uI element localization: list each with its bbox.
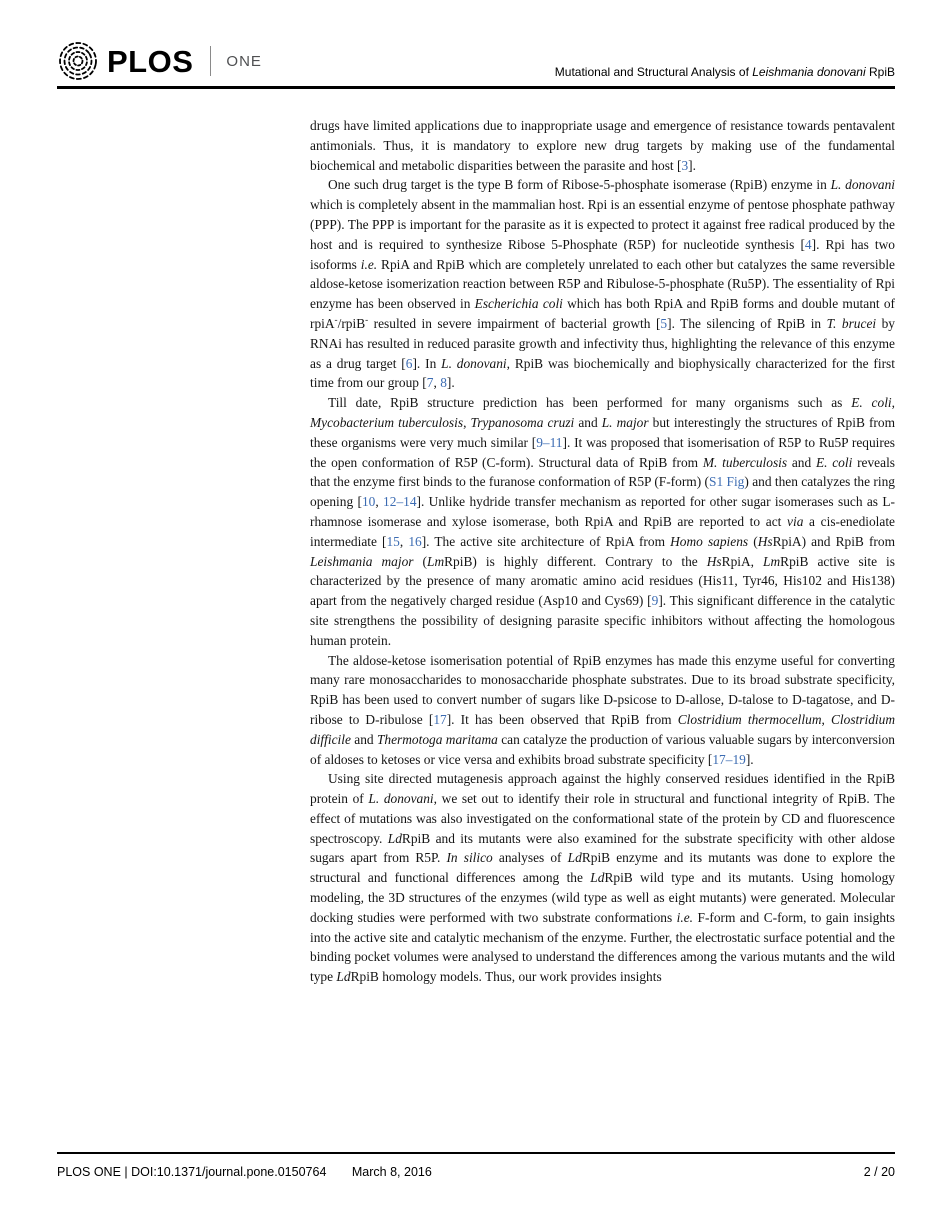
italic-text: Escherichia coli: [474, 296, 563, 312]
citation-link[interactable]: 17: [433, 711, 447, 727]
italic-text: E. coli: [851, 395, 892, 411]
citation-link[interactable]: 3: [681, 157, 689, 173]
plos-logo-text: PLOS: [107, 43, 194, 79]
italic-text: Homo sapiens: [670, 533, 749, 549]
citation-link[interactable]: 5: [660, 315, 668, 331]
text-run: ,: [433, 375, 441, 391]
citation-link[interactable]: 8: [440, 375, 447, 391]
italic-text: Ld: [336, 969, 351, 985]
italic-text: Leishmania donovani: [752, 65, 866, 79]
italic-text: In silico: [446, 850, 493, 866]
header: [57, 38, 895, 82]
italic-text: L. donovani: [830, 177, 895, 193]
italic-text: i.e.: [676, 909, 694, 925]
text-run: RpiB active site is characterized by the presence of many aromatic amino acid residues (His11, Tyr46, His102 and His138) apart from the negatively charged residue (Asp10 and Cys69) [: [310, 553, 895, 609]
text-run: ,: [399, 533, 409, 549]
text-run: ]. In: [412, 355, 442, 371]
citation-link[interactable]: 17–19: [712, 751, 746, 767]
text-run: ]. Unlike hydride transfer mechanism as reported for other sugar isomerases such as L-rhamnose isomerase and xylose isomerase, both RpiA and RpiB are reported to act: [310, 494, 896, 529]
italic-text: E. coli: [815, 454, 853, 470]
text-run: ,: [891, 395, 895, 411]
italic-text: Leishmania major: [310, 553, 414, 569]
citation-link[interactable]: S1 Fig: [709, 474, 745, 490]
text-run: F-form and C-form, to gain insights into the active site and catalytic mechanism of the enzyme. Further, the electrostatic surface potential and the binding pocket volumes were analysed to understand the differences among the various mutants and the wild type: [310, 909, 895, 985]
text-run: and: [787, 454, 816, 470]
citation-link[interactable]: 9–11: [536, 434, 563, 450]
citation-link[interactable]: 15: [386, 533, 400, 549]
text-run: and: [350, 731, 377, 747]
text-run: (: [413, 553, 427, 569]
footer-date: March 8, 2016: [351, 1165, 432, 1179]
plos-logo-icon: [57, 40, 99, 82]
italic-text: L. major: [601, 414, 649, 430]
text-run: analyses of: [492, 850, 568, 866]
italic-text: Thermotoga maritama: [376, 731, 498, 747]
italic-text: Mycobacterium tuberculosis: [310, 414, 464, 430]
text-run: ) and then catalyzes the ring opening [: [310, 474, 895, 510]
italic-text: Trypanosoma cruzi: [470, 414, 575, 430]
text-run: -: [334, 314, 338, 325]
text-run: One such drug target is the type B form of Ribose-5-phosphate isomerase (RpiB) enzyme in: [328, 177, 831, 193]
italic-text: i.e.: [360, 256, 378, 272]
italic-text: L. donovani: [441, 355, 507, 371]
text-run: The aldose-ketose isomerisation potential of RpiB enzymes has made this enzyme useful for converting many rare monosaccharides to monosaccharide phosphate substrates. Due to its broad substrate specificity, RpiB has been used to convert number of sugars like D-psicose to D-allose, D-talose to D-tagatose, and D-ribose to D-ribulose [: [310, 652, 895, 727]
footer: [57, 1165, 895, 1179]
paragraph: [310, 393, 895, 650]
header-rule: [57, 86, 895, 89]
italic-text: Hs: [757, 533, 773, 549]
citation-link[interactable]: 6: [405, 355, 413, 371]
italic-text: via: [787, 513, 804, 529]
text-run: Using site directed mutagenesis approach against the highly conserved residues identified in the RpiB protein of: [310, 771, 895, 807]
text-run: ,: [375, 494, 384, 510]
text-run: (: [748, 533, 758, 549]
plos-logo: [57, 40, 262, 82]
text-run: and: [574, 414, 602, 430]
logo-one-text: ONE: [226, 52, 262, 70]
italic-text: L. donovani: [368, 791, 434, 807]
italic-text: Ld: [590, 870, 605, 886]
logo-divider: [210, 46, 211, 76]
text-run: ]. The silencing of RpiB in: [667, 315, 827, 331]
italic-text: Ld: [387, 830, 402, 846]
text-run: RpiB wild type and its mutants. Using homology modeling, the 3D structures of the enzymes (wild type as well as eight mutants) were generated. Molecular docking studies were performed with two substrate conformations: [310, 870, 896, 925]
text-run: ].: [446, 375, 455, 391]
text-run: RpiA) and RpiB from: [772, 533, 895, 549]
text-run: Till date, RpiB structure prediction has been performed for many organisms such as: [328, 395, 852, 411]
text-run: which is completely absent in the mammalian host. Rpi is an essential enzyme of pentose phosphate pathway (PPP). The PPP is important for the parasite as it is expected to protect it against free radical produced by the host and is required to synthesize Ribose 5-Phosphate (R5P) for nucleotide synthesis [: [310, 197, 895, 252]
paragraph: [310, 116, 895, 175]
citation-link[interactable]: 12–14: [383, 494, 417, 510]
text-run: ]. Rpi has two isoforms: [310, 236, 895, 272]
text-run: which has both RpiA and RpiB forms and double mutant of rpiA: [310, 296, 895, 331]
text-run: ]. It has been observed that RpiB from: [446, 711, 678, 727]
footer-mask: [0, 1146, 952, 1232]
text-run: ]. It was proposed that isomerisation of R5P to Ru5P requires the open conformation of R5P (C-form). Structural data of RpiB from: [310, 434, 895, 470]
italic-text: M. tuberculosis: [702, 454, 788, 470]
text-run: a cis-enediolate intermediate [: [310, 513, 896, 549]
text-run: drugs have limited applications due to inappropriate usage and emergence of resistance towards pentavalent antimonials. Thus, it is mandatory to explore new drug targets by making use of the fundamental biochemical and metabolic disparities between the parasite and host [: [310, 118, 895, 173]
text-run: RpiB enzyme and its mutants was done to explore the structural and functional differences among the: [310, 850, 896, 886]
text-run: , we set out to identify their role in structural and functional integrity of RpiB. The effect of mutations was also investigated on the conformational state of the protein by CD and fluorescence spectroscopy.: [310, 791, 896, 846]
citation-link[interactable]: 10: [361, 494, 376, 510]
text-run: by RNAi has resulted in reduced parasite growth and infectivity thus, highlighting the relevance of this enzyme as a drug target [: [310, 315, 895, 371]
text-run: ,: [821, 711, 831, 727]
text-run: , RpiB was biochemically and biophysically characterized for the first time from our group [: [310, 355, 895, 391]
text-run: RpiA and RpiB which are completely unrelated to each other but catalyzes the same reversible aldose-ketose isomerization reaction between R5P and Ribulose-5-phosphate (Ru5P). The essentiality of Rpi enzyme has been observed in: [310, 256, 896, 312]
text-run: ,: [463, 414, 471, 430]
text-run: ].: [688, 157, 696, 173]
footer-citation: [57, 1165, 432, 1179]
text-run: reveals that the enzyme first binds to the furanose conformation of R5P (F-form) (: [310, 454, 896, 490]
citation-link[interactable]: 16: [408, 533, 422, 549]
text-run: /rpiB: [337, 315, 366, 331]
text-run: RpiB: [865, 65, 895, 79]
paragraph: [310, 175, 895, 393]
text-run: ].: [745, 751, 754, 767]
article-body: [310, 116, 895, 987]
text-run: ]. The active site architecture of RpiA from: [421, 533, 671, 549]
paragraph: [310, 651, 895, 770]
text-run: RpiB and its mutants were also examined for the substrate specificity with other aldose sugars apart from R5P.: [310, 830, 895, 866]
footer-doi: PLOS ONE | DOI:10.1371/journal.pone.0150764: [57, 1165, 327, 1179]
italic-text: T. brucei: [826, 315, 877, 331]
citation-link[interactable]: 4: [804, 236, 812, 252]
text-run: RpiB) is highly different. Contrary to the: [444, 553, 707, 569]
text-run: ]. This significant difference in the catalytic site strengthens the possibility of designing parasite specific inhibitors without affecting the homologous human protein.: [310, 593, 895, 648]
text-run: can catalyze the production of various valuable sugars by interconversion of aldoses to ketoses or vice versa and exhibits broad substrate specificity [: [310, 731, 895, 767]
page-number: 2 / 20: [863, 1165, 895, 1179]
text-run: RpiB homology models. Thus, our work provides insights: [350, 969, 662, 985]
text-run: RpiA,: [721, 553, 764, 569]
italic-text: Clostridium thermocellum: [677, 711, 822, 727]
citation-link[interactable]: 7: [426, 375, 434, 391]
text-run: but interestingly the structures of RpiB from these organisms were very much similar [: [310, 414, 895, 450]
italic-text: Lm: [763, 553, 781, 569]
paragraph: [310, 769, 895, 987]
italic-text: Clostridium difficile: [310, 711, 895, 747]
footer-rule: [57, 1152, 895, 1154]
text-run: Mutational and Structural Analysis of: [554, 65, 753, 79]
text-run: -: [365, 314, 369, 325]
text-run: resulted in severe impairment of bacterial growth [: [368, 315, 661, 331]
italic-text: Lm: [427, 553, 445, 569]
italic-text: Hs: [706, 553, 722, 569]
citation-link[interactable]: 9: [651, 593, 659, 609]
running-head-title: [555, 65, 895, 82]
italic-text: Ld: [567, 850, 582, 866]
